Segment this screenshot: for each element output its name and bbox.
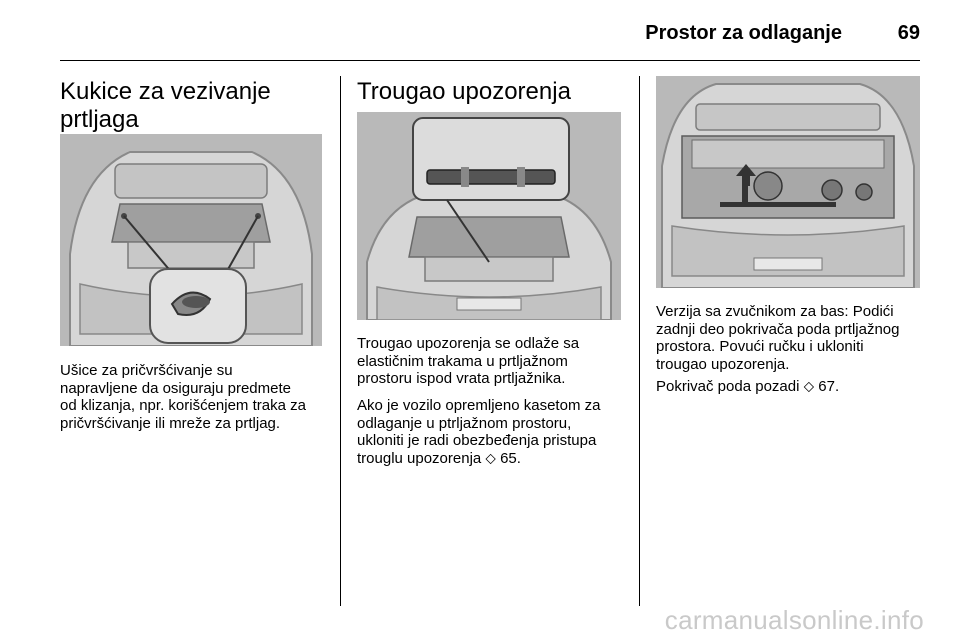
watermark: carmanualsonline.info — [664, 605, 924, 635]
paragraph-rear-floor-cover: Pokrivač poda pozadi ⬦ 67. — [656, 378, 840, 395]
text-line: prostoru ispod vrata prtljažnika. — [357, 370, 566, 387]
figure-luggage-hooks — [60, 134, 322, 346]
text-line: Ušice za pričvršćivanje su — [60, 362, 233, 379]
figure-warning-triangle — [357, 112, 621, 320]
text-line: Verzija sa zvučnikom za bas: Podići — [656, 303, 894, 320]
text-line: elastičnim trakama u prtljažnom — [357, 352, 568, 370]
paragraph-luggage-hooks — [60, 362, 330, 432]
text-line: trougao upozorenja. — [656, 355, 790, 373]
text-line: od klizanja, npr. korišćenjem traka za — [60, 397, 306, 414]
heading-line: Kukice za vezivanje — [60, 78, 271, 105]
column-divider-1 — [340, 76, 341, 606]
text-line: pričvršćivanje ili mreže za prtljag. — [60, 414, 281, 432]
text-line: Trougao upozorenja se odlaže sa — [357, 335, 580, 352]
text-line: trouglu upozorenja ⬦ 65. — [357, 449, 521, 467]
text-line: Ako je vozilo opremljeno kasetom za — [357, 397, 601, 414]
text-line: zadnji deo pokrivača poda prtljažnog — [656, 320, 900, 338]
section-heading-luggage-hooks — [60, 78, 271, 134]
figure-bass-speaker-version — [656, 76, 920, 288]
paragraph-warning-triangle-1 — [357, 335, 637, 388]
text-line: odlaganje u ptrljažnom prostoru, — [357, 414, 572, 432]
page-header-title: Prostor za odlaganje — [645, 22, 842, 44]
paragraph-bass-speaker-version — [656, 303, 946, 373]
text-line: ukloniti je radi obezbeđenja pristupa — [357, 432, 597, 449]
section-heading-warning-triangle: Trougao upozorenja — [357, 78, 571, 105]
page-number: 69 — [897, 22, 920, 44]
heading-line: prtljaga — [60, 106, 139, 133]
header-rule — [60, 60, 920, 61]
column-divider-2 — [639, 76, 640, 606]
text-line: prostora. Povući ručku i ukloniti — [656, 338, 864, 355]
text-line: napravljene da osiguraju predmete — [60, 379, 291, 397]
paragraph-warning-triangle-2 — [357, 397, 637, 467]
